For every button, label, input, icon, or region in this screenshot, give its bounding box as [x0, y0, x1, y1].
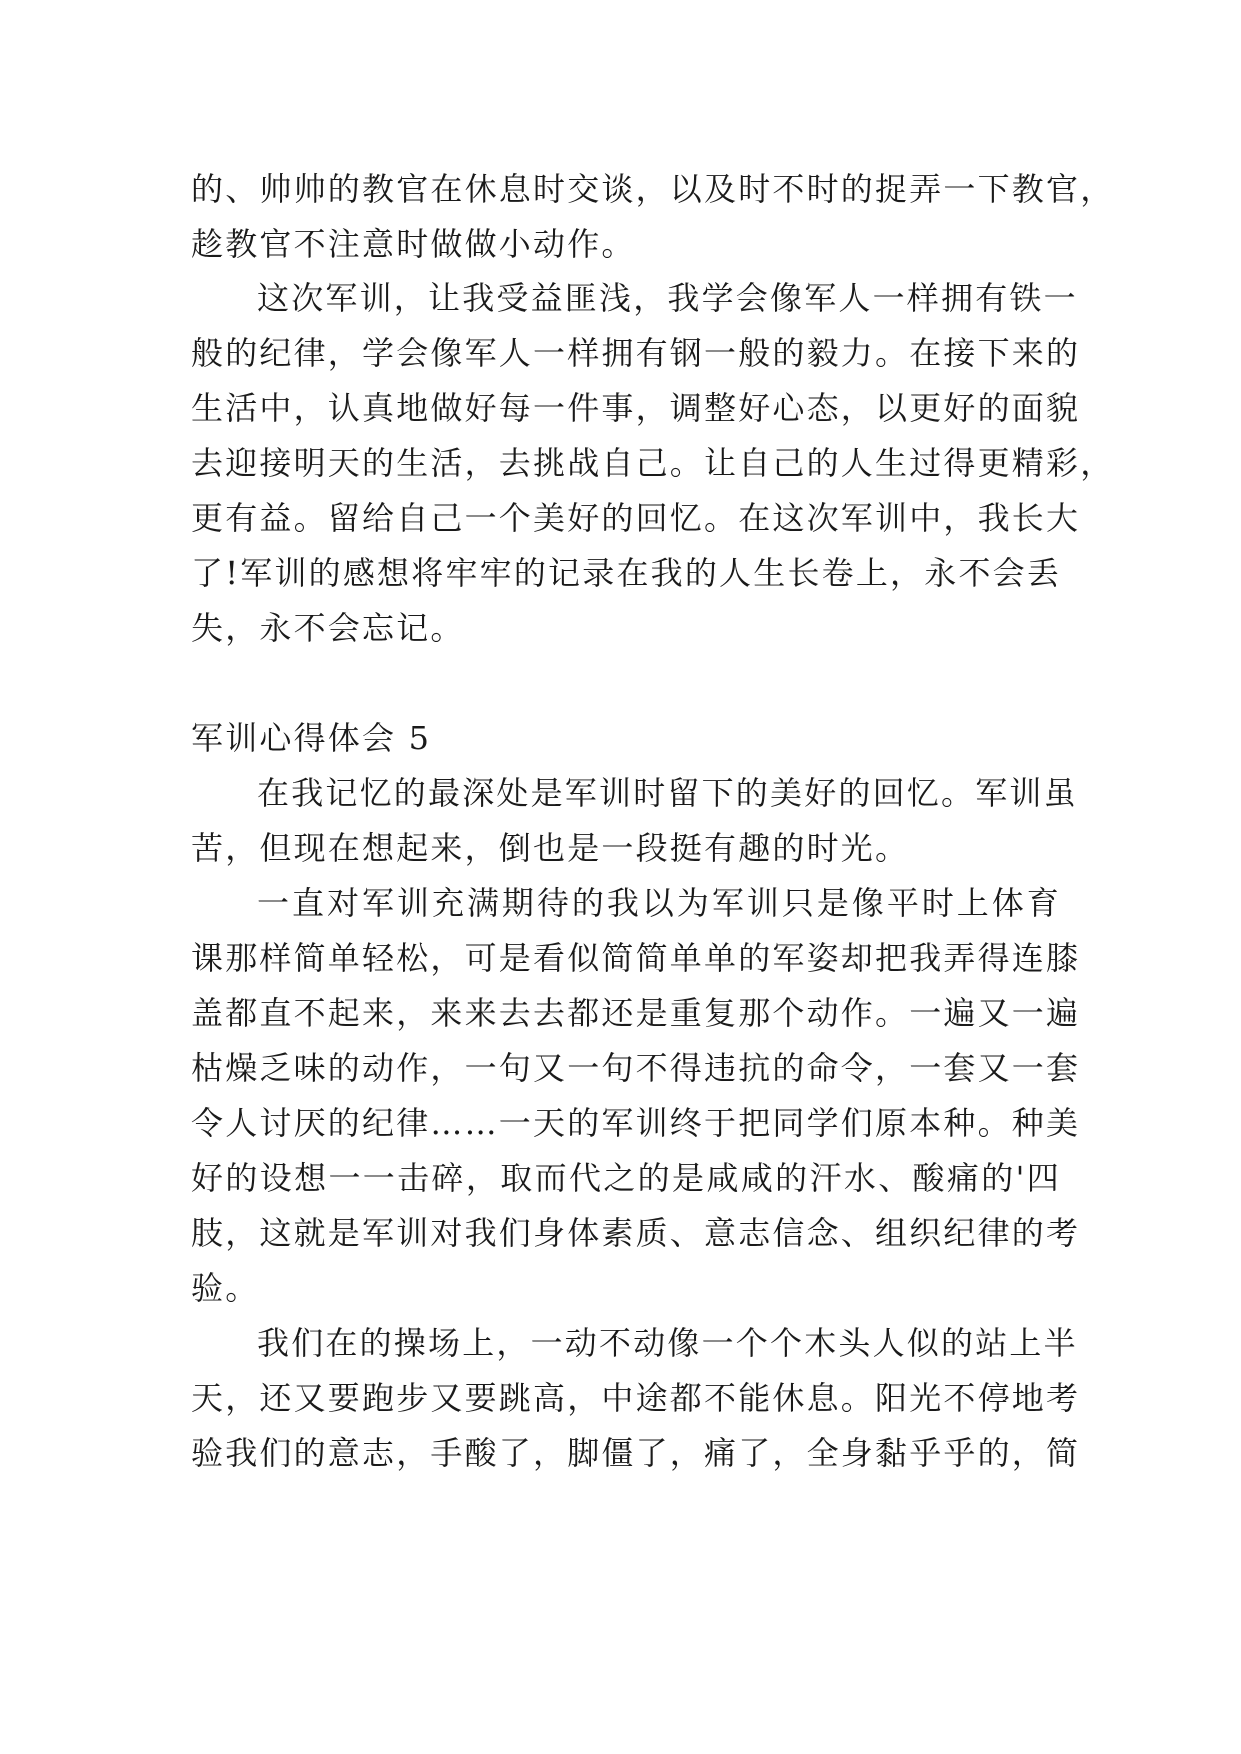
- paragraph-4-line-5: 令人讨厌的纪律……一天的军训终于把同学们原本种。种美: [191, 1104, 1081, 1142]
- paragraph-2-line-6: 了!军训的感想将牢牢的记录在我的人生长卷上，永不会丢: [191, 554, 1062, 592]
- paragraph-4-line-7: 肢，这就是军训对我们身体素质、意志信念、组织纪律的考: [191, 1214, 1081, 1252]
- paragraph-1-line-1: 的、帅帅的教官在休息时交谈，以及时不时的捉弄一下教官，: [191, 170, 1115, 208]
- paragraph-4-line-4: 枯燥乏味的动作，一句又一句不得违抗的命令，一套又一套: [191, 1049, 1081, 1087]
- paragraph-2-line-4: 去迎接明天的生活，去挑战自己。让自己的人生过得更精彩，: [191, 444, 1115, 482]
- paragraph-2-line-1: 这次军训，让我受益匪浅，我学会像军人一样拥有铁一: [257, 279, 1078, 317]
- paragraph-4-line-8: 验。: [191, 1269, 260, 1307]
- paragraph-4-line-6: 好的设想一一击碎，取而代之的是咸咸的汗水、酸痛的'四: [191, 1159, 1061, 1197]
- paragraph-3-line-1: 在我记忆的最深处是军训时留下的美好的回忆。军训虽: [257, 774, 1078, 812]
- paragraph-2-line-3: 生活中，认真地做好每一件事，调整好心态，以更好的面貌: [191, 389, 1081, 427]
- section-heading: 军训心得体会 5: [191, 719, 432, 757]
- paragraph-4-line-1: 一直对军训充满期待的我以为军训只是像平时上体育: [257, 884, 1061, 922]
- paragraph-3-line-2: 苦，但现在想起来，倒也是一段挺有趣的时光。: [191, 829, 910, 867]
- paragraph-2-line-2: 般的纪律，学会像军人一样拥有钢一般的毅力。在接下来的: [191, 334, 1081, 372]
- paragraph-4-line-2: 课那样简单轻松，可是看似简简单单的军姿却把我弄得连膝: [191, 939, 1081, 977]
- paragraph-5-line-2: 天，还又要跑步又要跳高，中途都不能休息。阳光不停地考: [191, 1379, 1081, 1417]
- paragraph-5-line-1: 我们在的操场上，一动不动像一个个木头人似的站上半: [257, 1324, 1078, 1362]
- paragraph-5-line-3: 验我们的意志，手酸了，脚僵了，痛了，全身黏乎乎的，简: [191, 1434, 1081, 1472]
- paragraph-2-line-5: 更有益。留给自己一个美好的回忆。在这次军训中，我长大: [191, 499, 1081, 537]
- paragraph-1-line-2: 趁教官不注意时做做小动作。: [191, 225, 636, 263]
- paragraph-2-line-7: 失，永不会忘记。: [191, 609, 465, 647]
- paragraph-4-line-3: 盖都直不起来，来来去去都还是重复那个动作。一遍又一遍: [191, 994, 1081, 1032]
